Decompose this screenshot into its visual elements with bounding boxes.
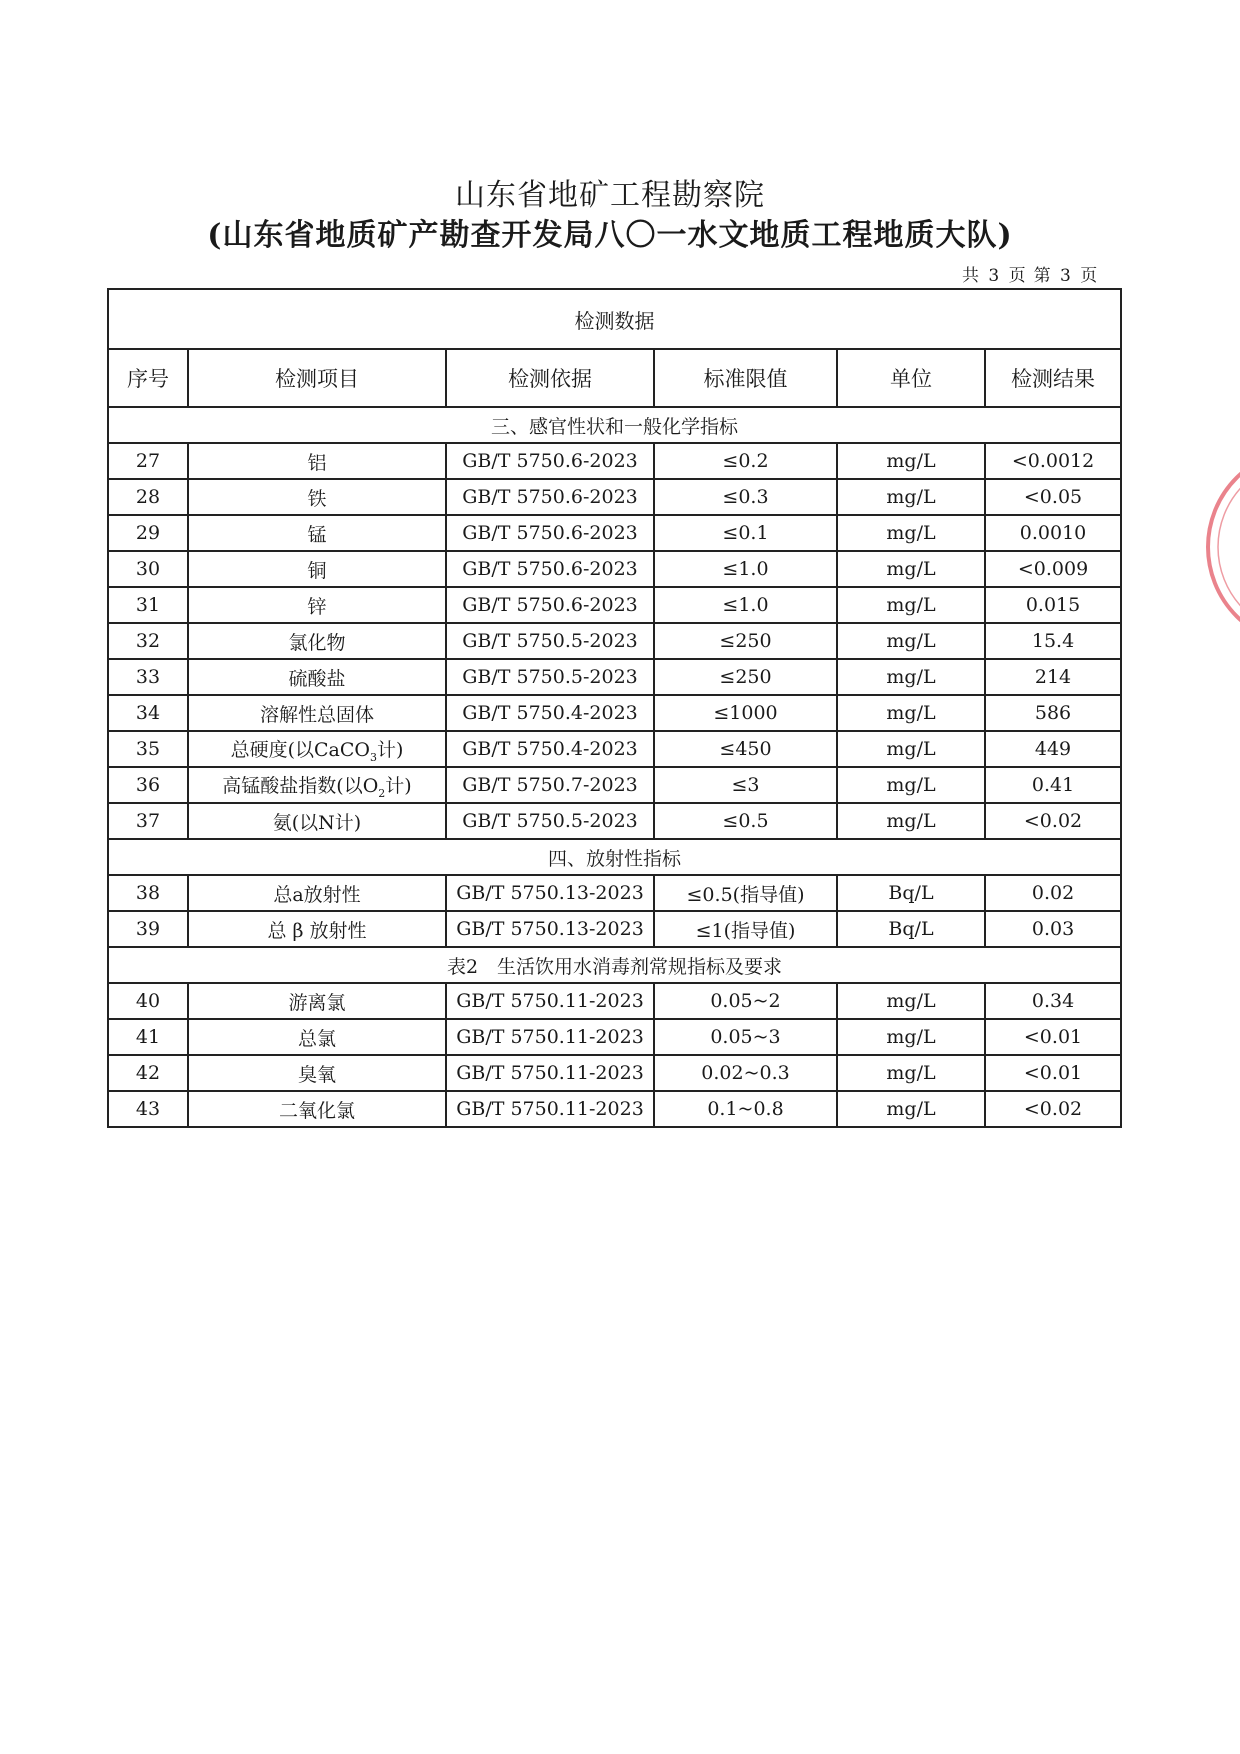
test-result: 449 xyxy=(985,731,1121,767)
section-title: 三、感官性状和一般化学指标 xyxy=(108,407,1121,443)
item-text: 总硬度(以CaCO xyxy=(230,738,370,761)
test-result: <0.01 xyxy=(985,1019,1121,1055)
test-result: 0.015 xyxy=(985,587,1121,623)
test-method: GB/T 5750.13-2023 xyxy=(446,911,654,947)
row-number: 35 xyxy=(108,731,188,767)
test-result: <0.009 xyxy=(985,551,1121,587)
test-item: 锌 xyxy=(188,587,446,623)
table-row xyxy=(108,875,1121,911)
unit: mg/L xyxy=(837,767,985,803)
standard-limit: 0.05~2 xyxy=(654,983,837,1019)
test-result: <0.01 xyxy=(985,1055,1121,1091)
unit: mg/L xyxy=(837,659,985,695)
unit: mg/L xyxy=(837,731,985,767)
test-item: 铝 xyxy=(188,443,446,479)
test-method: GB/T 5750.5-2023 xyxy=(446,623,654,659)
test-result: <0.02 xyxy=(985,803,1121,839)
row-number: 32 xyxy=(108,623,188,659)
test-result: 586 xyxy=(985,695,1121,731)
unit: mg/L xyxy=(837,1055,985,1091)
unit: mg/L xyxy=(837,1091,985,1127)
test-data-table xyxy=(107,288,1122,1128)
table-row xyxy=(108,911,1121,947)
test-method: GB/T 5750.11-2023 xyxy=(446,1091,654,1127)
table-caption: 检测数据 xyxy=(108,289,1121,349)
section-title: 表2 生活饮用水消毒剂常规指标及要求 xyxy=(108,947,1121,983)
table-row xyxy=(108,803,1121,839)
standard-limit: ≤0.1 xyxy=(654,515,837,551)
table-row xyxy=(108,443,1121,479)
standard-limit: 0.05~3 xyxy=(654,1019,837,1055)
red-seal-stamp xyxy=(1196,432,1240,662)
unit: Bq/L xyxy=(837,875,985,911)
test-method: GB/T 5750.6-2023 xyxy=(446,587,654,623)
unit: mg/L xyxy=(837,479,985,515)
standard-limit: ≤1.0 xyxy=(654,551,837,587)
test-method: GB/T 5750.5-2023 xyxy=(446,659,654,695)
test-method: GB/T 5750.4-2023 xyxy=(446,731,654,767)
column-header: 标准限值 xyxy=(654,349,837,407)
unit: Bq/L xyxy=(837,911,985,947)
standard-limit: ≤250 xyxy=(654,659,837,695)
unit: mg/L xyxy=(837,623,985,659)
row-number: 42 xyxy=(108,1055,188,1091)
column-header: 序号 xyxy=(108,349,188,407)
test-item: 臭氧 xyxy=(188,1055,446,1091)
table-row xyxy=(108,479,1121,515)
row-number: 39 xyxy=(108,911,188,947)
test-method: GB/T 5750.4-2023 xyxy=(446,695,654,731)
test-method: GB/T 5750.13-2023 xyxy=(446,875,654,911)
test-result: <0.0012 xyxy=(985,443,1121,479)
table-row xyxy=(108,1019,1121,1055)
unit: mg/L xyxy=(837,587,985,623)
column-header: 单位 xyxy=(837,349,985,407)
test-item: 氨(以N计) xyxy=(188,803,446,839)
test-result: 0.02 xyxy=(985,875,1121,911)
test-item: 铜 xyxy=(188,551,446,587)
item-tail: 计) xyxy=(385,774,412,797)
test-item: 硫酸盐 xyxy=(188,659,446,695)
unit: mg/L xyxy=(837,695,985,731)
table-row xyxy=(108,587,1121,623)
test-item: 锰 xyxy=(188,515,446,551)
item-tail: 计) xyxy=(376,738,404,761)
row-number: 36 xyxy=(108,767,188,803)
test-item: 游离氯 xyxy=(188,983,446,1019)
test-result: <0.05 xyxy=(985,479,1121,515)
standard-limit: 0.02~0.3 xyxy=(654,1055,837,1091)
test-result: 0.34 xyxy=(985,983,1121,1019)
standard-limit: ≤0.5(指导值) xyxy=(654,875,837,911)
page-current: 第 3 页 xyxy=(1033,266,1100,286)
row-number: 31 xyxy=(108,587,188,623)
standard-limit: ≤0.3 xyxy=(654,479,837,515)
standard-limit: ≤0.5 xyxy=(654,803,837,839)
standard-limit: ≤1000 xyxy=(654,695,837,731)
column-header: 检测依据 xyxy=(446,349,654,407)
unit: mg/L xyxy=(837,515,985,551)
item-subscript: 3 xyxy=(369,750,377,764)
test-item: 总氯 xyxy=(188,1019,446,1055)
test-method: GB/T 5750.5-2023 xyxy=(446,803,654,839)
column-header: 检测项目 xyxy=(188,349,446,407)
test-method: GB/T 5750.7-2023 xyxy=(446,767,654,803)
table-header-row xyxy=(108,349,1121,407)
test-item: 总a放射性 xyxy=(188,875,446,911)
item-text: 高锰酸盐指数(以O xyxy=(222,774,379,797)
standard-limit: 0.1~0.8 xyxy=(654,1091,837,1127)
table-row xyxy=(108,695,1121,731)
test-item: 二氧化氯 xyxy=(188,1091,446,1127)
row-number: 28 xyxy=(108,479,188,515)
standard-limit: ≤450 xyxy=(654,731,837,767)
test-method: GB/T 5750.6-2023 xyxy=(446,551,654,587)
row-number: 41 xyxy=(108,1019,188,1055)
test-item: 溶解性总固体 xyxy=(188,695,446,731)
standard-limit: ≤3 xyxy=(654,767,837,803)
test-result: 0.03 xyxy=(985,911,1121,947)
test-method: GB/T 5750.6-2023 xyxy=(446,515,654,551)
test-method: GB/T 5750.11-2023 xyxy=(446,1055,654,1091)
table-row xyxy=(108,515,1121,551)
institution-title: 山东省地矿工程勘察院 xyxy=(455,178,765,213)
table-row xyxy=(108,623,1121,659)
test-method: GB/T 5750.11-2023 xyxy=(446,1019,654,1055)
standard-limit: ≤0.2 xyxy=(654,443,837,479)
table-row xyxy=(108,1091,1121,1127)
test-item: 总 β 放射性 xyxy=(188,911,446,947)
row-number: 30 xyxy=(108,551,188,587)
test-result: 0.41 xyxy=(985,767,1121,803)
table-row xyxy=(108,767,1121,803)
row-number: 34 xyxy=(108,695,188,731)
test-result: 214 xyxy=(985,659,1121,695)
test-method: GB/T 5750.6-2023 xyxy=(446,443,654,479)
row-number: 33 xyxy=(108,659,188,695)
item-subscript: 2 xyxy=(378,786,386,800)
test-item: 氯化物 xyxy=(188,623,446,659)
unit: mg/L xyxy=(837,443,985,479)
test-method: GB/T 5750.6-2023 xyxy=(446,479,654,515)
unit: mg/L xyxy=(837,551,985,587)
table-row xyxy=(108,731,1121,767)
section-title: 四、放射性指标 xyxy=(108,839,1121,875)
test-item: 铁 xyxy=(188,479,446,515)
institution-subtitle: (山东省地质矿产勘查开发局八〇一水文地质工程地质大队) xyxy=(207,218,1013,253)
table-row xyxy=(108,983,1121,1019)
column-header: 检测结果 xyxy=(985,349,1121,407)
test-result: 15.4 xyxy=(985,623,1121,659)
test-result: <0.02 xyxy=(985,1091,1121,1127)
row-number: 38 xyxy=(108,875,188,911)
table-row xyxy=(108,659,1121,695)
table-row xyxy=(108,551,1121,587)
unit: mg/L xyxy=(837,1019,985,1055)
row-number: 37 xyxy=(108,803,188,839)
test-item xyxy=(188,731,446,767)
row-number: 29 xyxy=(108,515,188,551)
test-item xyxy=(188,767,446,803)
row-number: 40 xyxy=(108,983,188,1019)
section-row xyxy=(108,947,1121,983)
section-row xyxy=(108,407,1121,443)
test-method: GB/T 5750.11-2023 xyxy=(446,983,654,1019)
section-row xyxy=(108,839,1121,875)
row-number: 27 xyxy=(108,443,188,479)
standard-limit: ≤250 xyxy=(654,623,837,659)
unit: mg/L xyxy=(837,803,985,839)
test-result: 0.0010 xyxy=(985,515,1121,551)
standard-limit: ≤1(指导值) xyxy=(654,911,837,947)
unit: mg/L xyxy=(837,983,985,1019)
table-row xyxy=(108,1055,1121,1091)
page-info xyxy=(962,261,1105,286)
row-number: 43 xyxy=(108,1091,188,1127)
page-total: 共 3 页 xyxy=(962,266,1028,286)
standard-limit: ≤1.0 xyxy=(654,587,837,623)
